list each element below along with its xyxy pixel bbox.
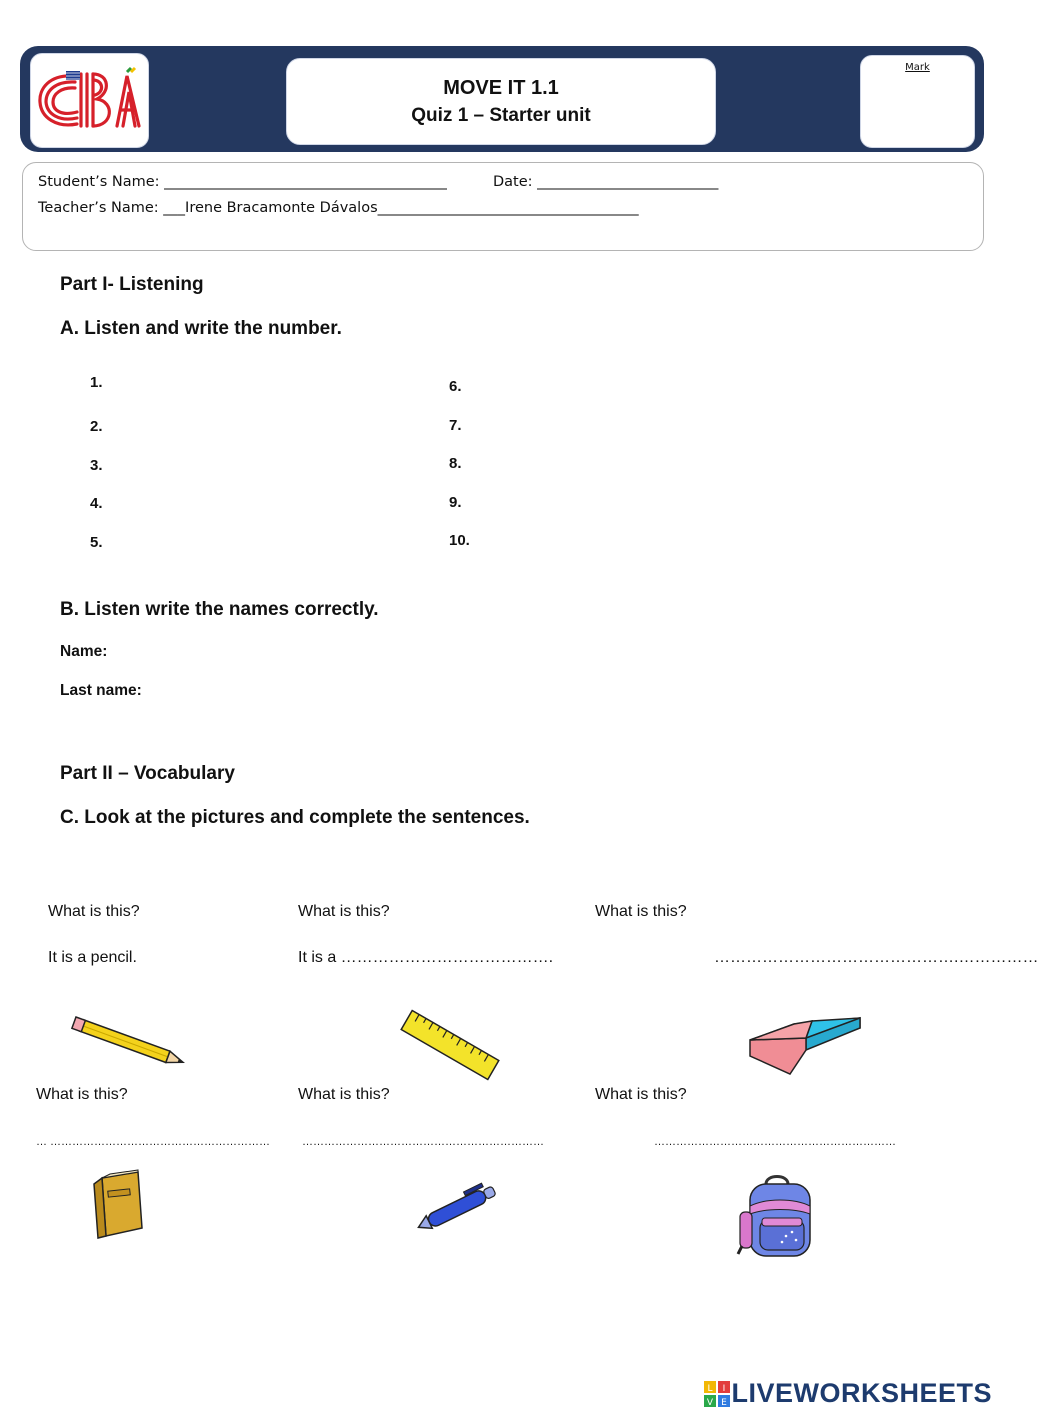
last-name-label: Last name: <box>60 682 142 699</box>
number-item: 4. <box>90 495 103 512</box>
liveworksheets-logo-icon <box>703 1380 731 1408</box>
liveworksheets-brand[interactable] <box>703 1378 992 1409</box>
part1-title: Part I- Listening <box>60 274 204 295</box>
logo-letter: L <box>707 1383 713 1394</box>
ruler-icon <box>398 1010 502 1080</box>
teacher-name-field: Teacher’s Name: ___Irene Bracamonte Dávalos____________________________________ <box>38 200 639 216</box>
mark-label: Mark <box>905 62 930 73</box>
answer-blank[interactable]: … …………………………………………………… <box>36 1136 271 1148</box>
part2-title: Part II – Vocabulary <box>60 763 235 784</box>
question-text: What is this? <box>298 903 390 920</box>
question-text: What is this? <box>36 1086 128 1103</box>
logo-box <box>30 53 149 148</box>
number-item: 1. <box>90 374 103 391</box>
quiz-title: MOVE IT 1.1 <box>443 76 559 99</box>
question-text: What is this? <box>595 903 687 920</box>
logo-letter: V <box>707 1397 714 1408</box>
backpack-icon <box>736 1172 818 1262</box>
book-icon <box>88 1168 148 1242</box>
number-item: 8. <box>449 455 462 472</box>
cba-logo-icon <box>31 54 148 147</box>
question-text: What is this? <box>48 903 140 920</box>
brand-text: LIVEWORKSHEETS <box>731 1378 992 1408</box>
answer-blank[interactable]: It is a …………………………………. <box>298 949 554 966</box>
answer-blank[interactable]: ………………………………………………………… <box>654 1136 896 1148</box>
question-text: What is this? <box>298 1086 390 1103</box>
sectionC-title: C. Look at the pictures and complete the sentences. <box>60 807 530 828</box>
logo-letter: I <box>723 1383 726 1394</box>
answer-example: It is a pencil. <box>48 949 137 966</box>
answer-blank[interactable]: ………………………………………………………… <box>302 1136 544 1148</box>
pencil-icon <box>64 1018 194 1068</box>
name-label: Name: <box>60 643 108 660</box>
logo-letter: E <box>721 1397 728 1408</box>
number-item: 9. <box>449 494 462 511</box>
number-item: 7. <box>449 417 462 434</box>
number-item: 3. <box>90 457 103 474</box>
answer-blank[interactable]: ……………………………………….…………… <box>714 949 1038 966</box>
mark-box[interactable] <box>860 55 975 148</box>
number-item: 6. <box>449 378 462 395</box>
sectionA-title: A. Listen and write the number. <box>60 318 342 339</box>
eraser-icon <box>746 1004 866 1080</box>
number-item: 2. <box>90 418 103 435</box>
number-item: 5. <box>90 534 103 551</box>
title-box <box>286 58 716 145</box>
number-item: 10. <box>449 532 470 549</box>
question-text: What is this? <box>595 1086 687 1103</box>
pen-icon <box>412 1184 504 1232</box>
quiz-subtitle: Quiz 1 – Starter unit <box>411 104 591 126</box>
student-name-field[interactable]: Student’s Name: _______________________________________ Date: _________________________ <box>38 174 719 190</box>
sectionB-title: B. Listen write the names correctly. <box>60 599 379 620</box>
